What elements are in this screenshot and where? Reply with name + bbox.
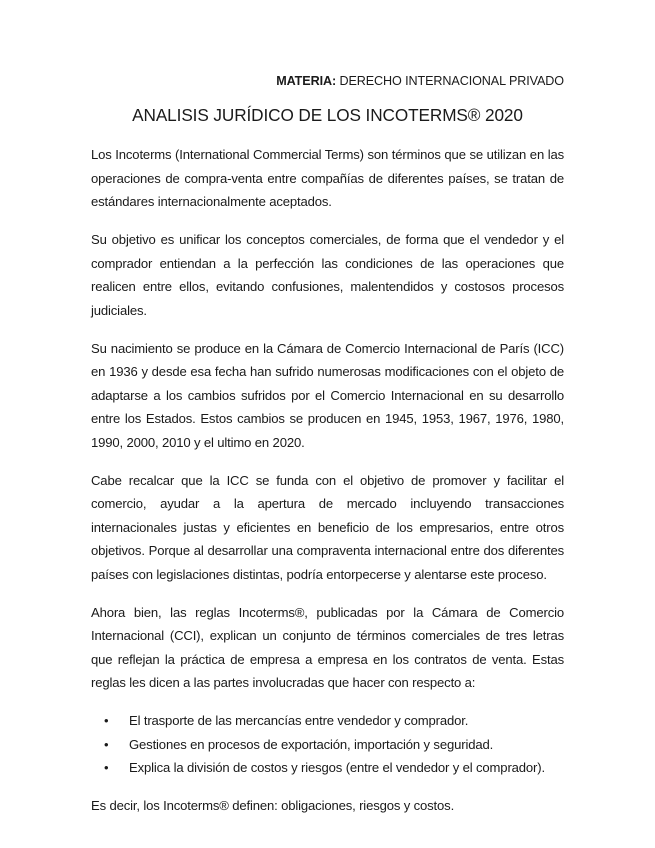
- list-item: [91, 709, 564, 733]
- bullet-icon: •: [104, 736, 109, 752]
- bullet-list: [91, 709, 564, 780]
- paragraph-definition: Los Incoterms (International Commercial Terms) son términos que se utilizan en las operaciones de compra-venta entre compañías de diferentes países, se tratan de estándares internacionalmente aceptados.: [91, 147, 564, 209]
- paragraph-closing: Es decir, los Incoterms® definen: obligaciones, riesgos y costos.: [91, 797, 455, 813]
- paragraph-icc: Cabe recalcar que la ICC se funda con el objetivo de promover y facilitar el comercio, ayudar a la apertura de mercado incluyendo transacciones internacionales justas y eficientes en beneficio de los empresarios, entre otros objetivos. Porque al desarrollar una compraventa internacional entre dos diferentes países con legislaciones distintas, podría entorpecerse y alentarse este proceso.: [91, 472, 564, 582]
- list-item: [91, 756, 564, 780]
- subject-label: MATERIA:: [276, 74, 337, 88]
- subject-value: DERECHO INTERNACIONAL PRIVADO: [339, 74, 564, 88]
- list-item-text: El trasporte de las mercancías entre vendedor y comprador.: [129, 713, 469, 728]
- document-body: [91, 143, 564, 832]
- document-title: ANALISIS JURÍDICO DE LOS INCOTERMS® 2020: [132, 105, 523, 125]
- subject-header: [276, 74, 564, 88]
- list-item-text: Explica la división de costos y riesgos (entre el vendedor y el comprador).: [129, 760, 545, 775]
- list-item-text: Gestiones en procesos de exportación, importación y seguridad.: [129, 736, 494, 752]
- paragraph-objective: Su objetivo es unificar los conceptos comerciales, de forma que el vendedor y el comprador entiendan a la perfección las condiciones de las operaciones que realicen entre ellos, evitando confusiones, malentendidos y costosos procesos judiciales.: [91, 232, 564, 318]
- paragraph-origin: Su nacimiento se produce en la Cámara de Comercio Internacional de París (ICC) en 1936 y desde esa fecha han sufrido numerosas modificaciones con el objeto de adaptarse a los cambios sufridos por el Comercio Internacional en su desarrollo entre los Estados. Estos cambios se producen en 1945, 1953, 1967, 1976, 1980, 1990, 2000, 2010 y el ultimo en 2020.: [91, 340, 564, 450]
- bullet-icon: •: [104, 713, 109, 728]
- list-item: [91, 733, 564, 757]
- bullet-icon: •: [104, 760, 109, 775]
- paragraph-rules: Ahora bien, las reglas Incoterms®, publicadas por la Cámara de Comercio Internacional (CCI), explican un conjunto de términos comerciales de tres letras que reflejan la práctica de empresa a empresa en los contratos de venta. Estas reglas les dicen a las partes involucradas que hacer con respecto a:: [91, 604, 564, 690]
